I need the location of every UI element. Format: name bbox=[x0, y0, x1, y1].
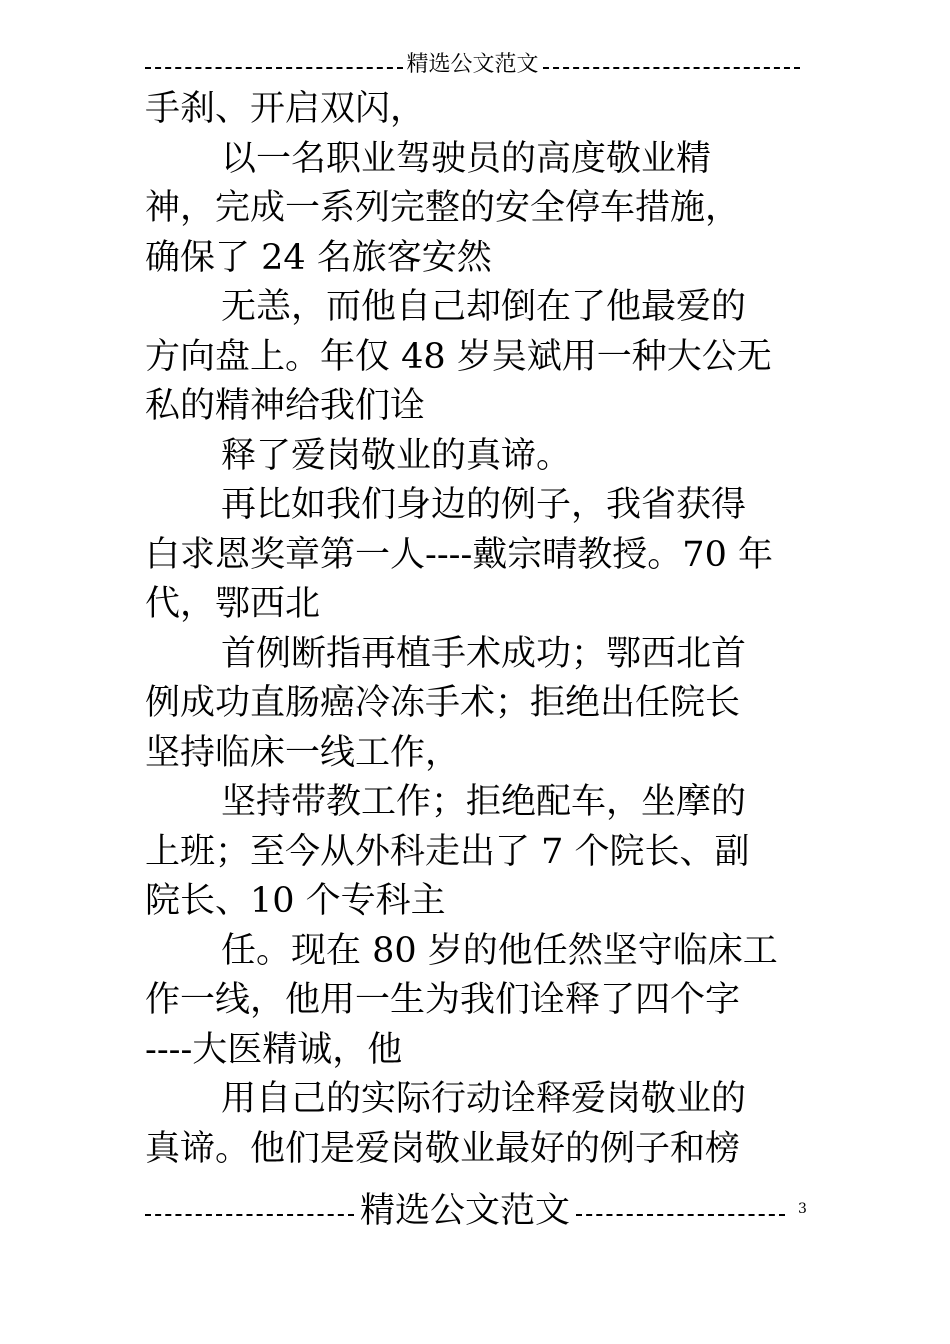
document-body bbox=[145, 85, 810, 1174]
body-line: 白求恩奖章第一人----戴宗晴教授。70 年 bbox=[145, 534, 773, 575]
body-line: 首例断指再植手术成功；鄂西北首 bbox=[221, 633, 747, 674]
body-line: 再比如我们身边的例子，我省获得 bbox=[221, 485, 747, 525]
body-line: ----大医精诚，他 bbox=[145, 1029, 403, 1070]
page-header bbox=[145, 48, 800, 82]
body-line: 真谛。他们是爱岗敬业最好的例子和榜 bbox=[145, 1128, 741, 1169]
body-line: 方向盘上。年仅 48 岁吴斌用一种大公无 bbox=[145, 336, 772, 377]
header-title: 精选公文范文 bbox=[406, 52, 539, 77]
body-line: 坚持带教工作；拒绝配车，坐摩的 bbox=[221, 782, 747, 822]
footer-right-dashes bbox=[576, 1188, 785, 1234]
body-line: 上班；至今从外科走出了 7 个院长、副 bbox=[145, 831, 750, 872]
body-line: 确保了 24 名旅客安然 bbox=[145, 237, 492, 278]
body-line: 释了爱岗敬业的真谛。 bbox=[221, 435, 572, 476]
body-line: 任。现在 80 岁的他任然坚守临床工 bbox=[221, 930, 778, 971]
body-line: 手刹、开启双闪， bbox=[145, 89, 426, 129]
body-line: 院长、10 个专科主 bbox=[145, 881, 446, 921]
body-line: 坚持临床一线工作， bbox=[145, 732, 461, 773]
body-line: 无恙，而他自己却倒在了他最爱的 bbox=[221, 287, 747, 327]
body-line: 例成功直肠癌冷冻手术；拒绝出任院长 bbox=[145, 683, 741, 723]
body-line: 以一名职业驾驶员的高度敬业精 bbox=[221, 138, 712, 179]
page-number: 3 bbox=[798, 1201, 807, 1217]
footer-title: 精选公文范文 bbox=[360, 1191, 571, 1231]
body-line: 神，完成一系列完整的安全停车措施， bbox=[145, 188, 741, 228]
footer-left-dashes bbox=[145, 1188, 354, 1234]
body-line: 作一线，他用一生为我们诠释了四个字 bbox=[145, 980, 741, 1020]
body-line: 代，鄂西北 bbox=[145, 584, 321, 624]
header-left-dashes bbox=[145, 48, 403, 82]
page-footer bbox=[145, 1188, 785, 1234]
body-line: 用自己的实际行动诠释爱岗敬业的 bbox=[221, 1079, 747, 1119]
body-line: 私的精神给我们诠 bbox=[145, 386, 426, 426]
header-right-dashes bbox=[543, 48, 801, 82]
